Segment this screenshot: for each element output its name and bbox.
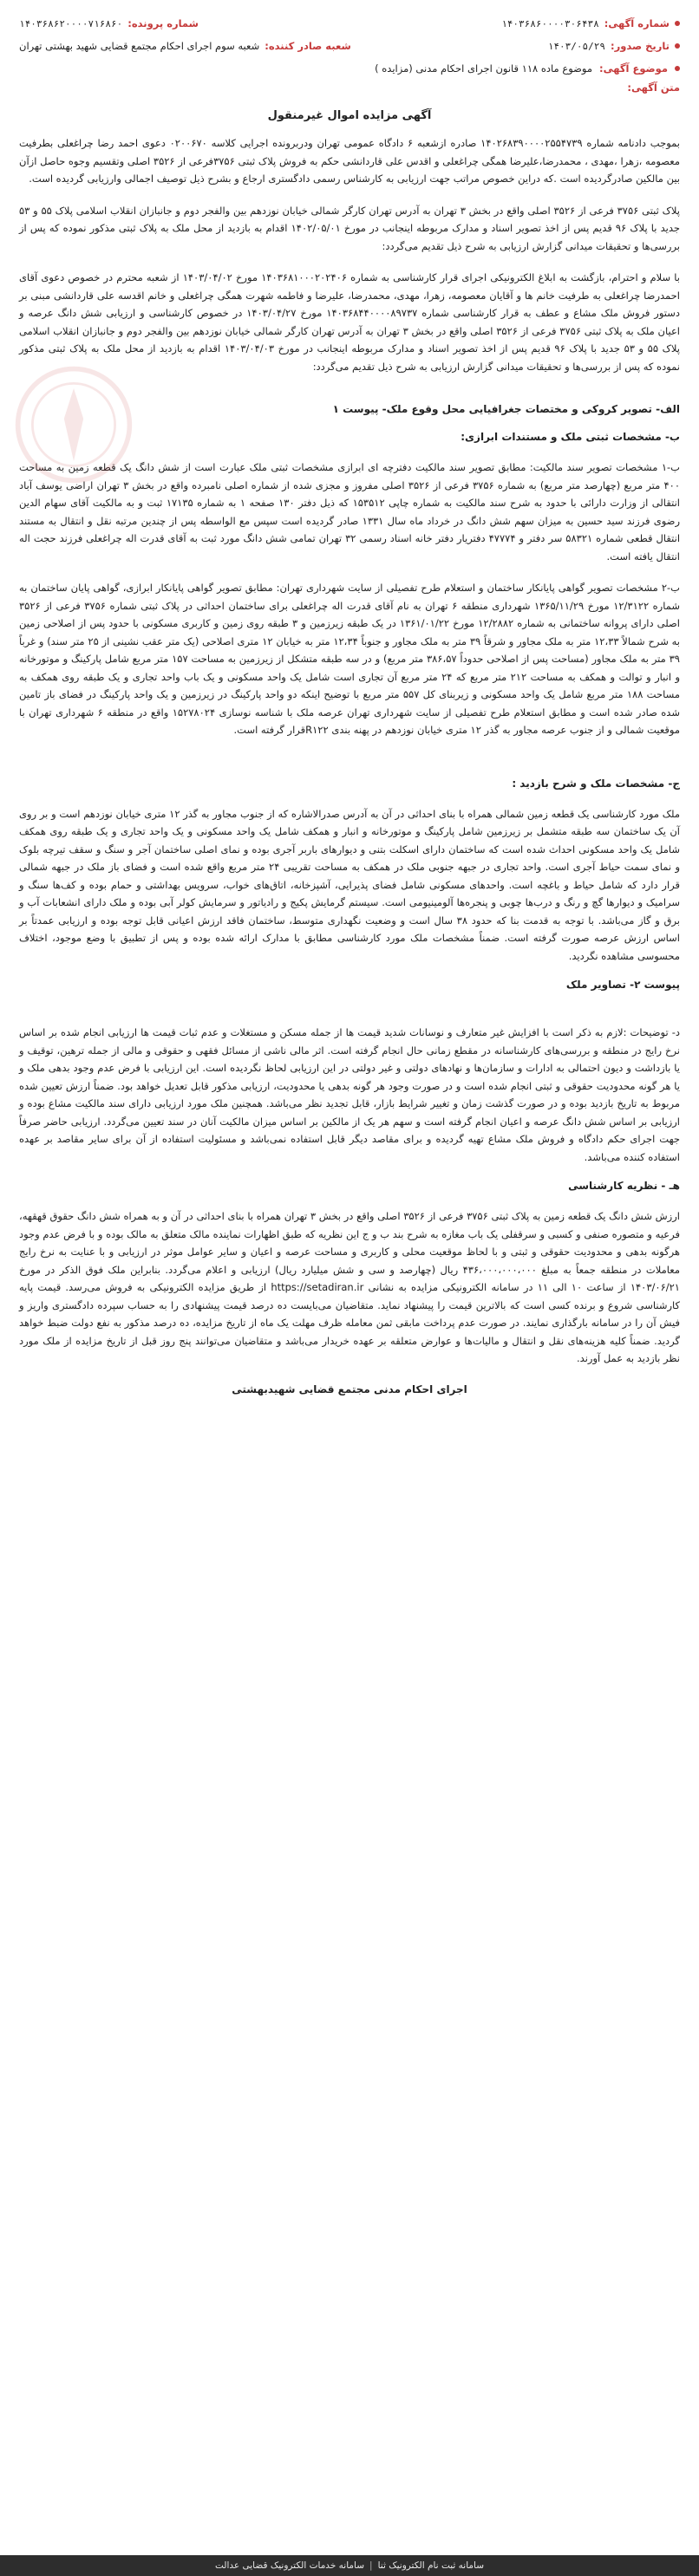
case-number-label: شماره پرونده: <box>127 17 199 29</box>
issue-date-field <box>548 40 680 52</box>
section-jim-title: ج- مشخصات ملک و شرح بازدید : <box>512 777 680 790</box>
footer-separator: | <box>369 2560 373 2571</box>
ad-text-label: متن آگهی: <box>627 81 680 94</box>
ad-header <box>0 0 699 101</box>
signature: اجرای احکام مدنی مجتمع قضایی شهیدبهشتی <box>232 1382 467 1395</box>
subject-value: موضوع ماده ۱۱۸ قانون اجرای احکام مدنی (مزایده ) <box>375 62 593 75</box>
ad-number-field <box>501 17 680 29</box>
issue-date-label: تاریخ صدور: <box>611 40 670 52</box>
ad-number-label: شماره آگهی: <box>604 17 670 29</box>
ad-number-value: ۱۴۰۳۶۸۶۰۰۰۰۳۰۶۴۳۸ <box>501 17 599 29</box>
issue-date-value: ۱۴۰۳/۰۵/۲۹ <box>547 40 605 52</box>
footer-link-adliran[interactable]: سامانه خدمات الکترونیک قضایی عدالت <box>214 2560 365 2571</box>
ad-body <box>0 109 699 1395</box>
bullet-icon <box>675 21 680 26</box>
issuing-branch-field <box>19 40 351 52</box>
case-number-value: ۱۴۰۳۶۸۶۲۰۰۰۰۷۱۶۸۶۰ <box>19 17 123 29</box>
section-be-title: ب- مشخصات ثبتی ملک و مستندات ابرازی: <box>461 431 680 443</box>
expert-opinion-paragraph: ارزش شش دانگ یک قطعه زمین به پلاک ثبتی ۳۷۵۶ فرعی از ۳۵۲۶ اصلی واقع در بخش ۳ تهران همراه با بنای احداثی در آن و به همراه شش دانگ حقوق قهقهه، فرعیه و متصوره صنفی و کسبی و سرقفلی یک باب مغازه به شرح بند ب و ج این نظریه که طبق اظهارات نماینده مالک متعلق به مالک بوده و با فرض عدم وجود هرگونه بدهی و محدودیت حقوقی و ثبتی و با لحاظ موقعیت محلی و کاربری و مساحت عرصه و اعیان و سایر عوامل موثر در ارزیابی و با عنایت به نرخ رایج معاملات در منطقه جمعاً به مبلغ ۴۳۶،۰۰۰،۰۰۰،۰۰۰ ریال (چهارصد و سی و شش میلیارد ریال) ارزیابی و اعلام می‌گردد. بنابراین ملک فوق الذکر در مورخ ۱۴۰۳/۰۶/۲۱ از ساعت ۱۰ الی ۱۱ در سامانه الکترونیکی مزایده به نشانی https://setadiran.ir از طریق مزایده الکترونیکی به فروش می‌رسد. قیمت پایه کارشناسی شروع و برنده کسی است که بالاترین قیمت را پیشنهاد نماید. متقاضیان می‌بایست ده درصد قیمت پیشنهادی را به حساب سپرده دادگستری واریز و فیش آن را در سامانه بارگذاری نمایند. در صورت عدم پرداخت مابقی ثمن معامله ظرف مهلت یک ماه از تاریخ مزایده، ده درصد مذکور به نفع دولت ضبط خواهد گردید. ضمناً کلیه هزینه‌های نقل و انتقال و مالیات‌ها و عوارض متعلقه بر عهده خریدار می‌باشد و متقاضیان می‌توانند پنج روز قبل از تاریخ مزایده از ملک مورد نظر بازدید به عمل آورند. <box>19 1210 680 1364</box>
attachment-2-title: پیوست ۲- تصاویر ملک <box>565 979 680 991</box>
issuing-branch-label: شعبه صادر کننده: <box>265 40 351 52</box>
deed-details-paragraph: ب-۱ مشخصات تصویر سند مالکیت: مطابق تصویر سند مالکیت دفترچه ای ابرازی مشخصات ثبتی ملک عبارت است از شش دانگ یک قطعه زمین به مساحت ۴۰۰ متر مربع (چهارصد متر مربع) به شماره ۳۷۵۶ فرعی از ۳۵۲۶ اصلی مفروز و مجزی شده از شماره اصلی نامبرده واقع در بخش ۳ تهران اراضی یوسف آباد انتقالی از وزارت دارائی با حدود به شرح سند مالکیت به شماره چاپی ۱۵۳۵۱۲ که ذیل دفتر ۱۳۰ صفحه ۱ به شماره ۱۷۱۳۵ ثبت و به مالکیت آقای سهام الدین رضوی فرزند سید حسین به میزان سهم شش دانگ در خرداد ماه سال ۱۳۳۱ صادر گردیده است سپس مع الواسطه پس از چندین مرتبه نقل و انتقال به مستند انتقال قطعی شماره ۵۸۳۲۱ سر دفتر و ۴۷۷۷۴ دفتریار دفتر خانه اسناد رسمی ۳۲ تهران تمامی شش دانگ مورد ثبت به آقای قدرت اله چراغعلی فرزند حجت اله انتقال یافته است. <box>19 461 681 563</box>
section-he-title: هـ - نظریه کارشناسی <box>568 1180 680 1192</box>
bullet-icon <box>675 43 680 49</box>
ad-title: آگهی مزایده اموال غیرمنقول <box>267 109 432 122</box>
footer-bar <box>0 2555 699 2576</box>
inspection-paragraph: ملک مورد کارشناسی یک قطعه زمین شمالی همراه با بنای احداثی در آن به آدرس صدرالاشاره که از جنوب مجاور به گذر ۱۲ متری خیابان نوزدهم است و بر روی آن یک ساختمان سه طبقه متشمل بر زیرزمین شامل پارکینگ و موتورخانه و انبار و همکف شامل یک واحد مسکونی و یک واحد تجاری و یک طبقه روی همکف شامل یک واحد مسکونی احداث شده است که ساختمان دارای اسکلت بتنی و دیوارهای باربر آجری بوده و نمای اصلی ساختمان آجر و سنگ و سقف تیرچه بلوک و نمای سمت حیاط آجری است. واحد تجاری در جبهه جنوبی ملک در همکف به مساحت تقریبی ۲۴ متر مربع واقع شده است و فضای باز ملک در جبهه شمالی قرار دارد که شامل حیاط و باغچه است. واحدهای مسکونی شامل فضای پذیرایی، آشپزخانه، اتاق‌های خواب، سرویس بهداشتی و حمام بوده و کف‌ها سنگ و سرامیک و دیوارها گچ و رنگ و درب‌ها چوبی و پنجره‌ها آلومینیومی است. سیستم گرمایش پکیج و رادیاتور و سرمایش کولر آبی بوده و ملک دارای انشعابات آب و برق و گاز می‌باشد. با توجه به قدمت بنا که حدود ۳۸ سال است و وضعیت نگهداری متوسط، ساختمان فاقد ارزش اعیانی قابل توجه بوده و ارزیابی عمدتاً بر اساس ارزش عرصه صورت گرفته است. ضمناً مشخصات ملک مورد کارشناسی مطابق با مدارک ارائه شده بوده و پس از تطبیق با وضع موجود، اختلاف محسوسی مشاهده نگردید. <box>19 807 681 962</box>
property-address-paragraph: پلاک ثبتی ۳۷۵۶ فرعی از ۳۵۲۶ اصلی واقع در بخش ۳ تهران به آدرس تهران کارگر شمالی خیابان نوزدهم بین والفجر دوم و جانبازان انقلاب اسلامی پلاک ۵۵ و ۵۳ جدید با پلاک ۹۶ قدیم پس از اخذ تصویر اسناد و مدارک مربوطه اینجانب در مورخ ۱۴۰۲/۰۵/۰۱ اقدام به بازدید از محل ملک به پلاک ثبتی مذکور نموده که پس از بررسی‌ها و تحقیقات میدانی گزارش ارزیابی به شرح ذیل تقدیم می‌گردد: <box>19 204 680 252</box>
footer-link-sana[interactable]: سامانه ثبت نام الکترونیک ثنا <box>377 2560 485 2571</box>
notes-paragraph: د- توضیحات :لازم به ذکر است با افزایش غیر متعارف و نوسانات شدید قیمت ها از جمله مسکن و مستغلات و عدم ثبات قیمت ها ارزیابی انجام شده بر اساس نرخ رایج در منطقه و بررسی‌های کارشناسانه در مقطع زمانی حال انجام گرفته است. اثر مالی ناشی از مسائل فقهی و حقوقی و مالی از جمله ترهین، توقیف و یا بازداشت و دیون احتمالی به ادارات و سازمان‌ها و نهادهای دولتی و غیر دولتی در این ارزیابی لحاظ نگردیده است. این ارزیابی با فرض عدم وجود بدهی ملک و یا هر گونه محدودیت حقوقی و ثبتی انجام شده است و در صورت وجود هر گونه بدهی یا محدودیت، ارزیابی مذکور قابل تعدیل خواهد بود. ضمناً ارزش تعیین شده مربوط به تاریخ بازدید بوده و در صورت گذشت زمان و تغییر شرایط بازار، قابل تجدید نظر می‌باشد. همچنین ملک مورد ارزیابی دارای سند مالکیت مشاع بوده و ارزیابی بر اساس شش دانگ عرصه و اعیان انجام گرفته است و سهم هر یک از مالکین بر اساس میزان مالکیت آنان در سند تعیین می‌گردد. ارزیابی حاضر صرفاً جهت اجرای حکم دادگاه و فروش ملک مشاع تهیه گردیده و برای مقاصد دیگر قابل استفاده نمی‌باشد و مسئولیت استفاده از آن برای سایر مقاصد بر عهده استفاده کننده می‌باشد. <box>19 1026 680 1163</box>
section-alef-title: الف- تصویر کروکی و مختصات جغرافیایی محل وقوع ملک- پیوست ۱ <box>332 403 680 415</box>
expert-report-paragraph: با سلام و احترام، بازگشت به ابلاغ الکترونیکی اجرای قرار کارشناسی به شماره ۱۴۰۳۶۸۱۰۰۰۲۰۲۴۰۶ مورخ ۱۴۰۳/۰۴/۰۲ از شعبه محترم در خصوص دعوی آقای احمدرضا چراغعلی به طرفیت خانم ها و آقایان معصومه، زهرا، مهدی، محمدرضا، علیرضا و فاطمه شهرت همگی چراغعلی و خانم اقدسه علی قاردانشی مبنی بر دستور فروش ملک مشاع و عطف به قرار کارشناسی شماره ۱۴۰۳۶۸۴۴۰۰۰۰۸۹۷۳۷ مورخ ۱۴۰۳/۰۴/۲۷ در خصوص کارشناسی و ارزیابی شش دانگ عرصه و اعیان ملک به پلاک ثبتی ۳۷۵۶ فرعی از ۳۵۲۶ اصلی واقع در بخش ۳ تهران به آدرس تهران کارگر شمالی خیابان نوزدهم بین والفجر دوم و جانبازان انقلاب اسلامی پلاک ۵۵ و ۵۳ جدید با پلاک ۹۶ قدیم پس از اخذ تصویر اسناد و مدارک مربوطه اینجانب در مورخ ۱۴۰۳/۰۴/۰۳ اقدام به بازدید از محل ملک به پلاک ثبتی مذکور نموده که پس از بررسی‌ها و تحقیقات میدانی گزارش ارزیابی به شرح ذیل تقدیم می‌گردد: <box>19 271 681 373</box>
subject-field <box>19 57 680 80</box>
case-number-field <box>19 17 199 29</box>
building-completion-paragraph: ب-۲ مشخصات تصویر گواهی پایانکار ساختمان و استعلام طرح تفصیلی از سایت شهرداری تهران: مطابق تصویر گواهی پایانکار ابرازی، گواهی پایان ساختمان به شماره ۱۲/۳۱۲۲ مورخ ۱۳۶۵/۱۱/۲۹ شهرداری منطقه ۶ تهران به نام آقای قدرت اله چراغعلی برای ساختمان احداثی در پلاک ثبتی شماره ۳۷۵۶ فرعی از ۳۵۲۶ اصلی دارای پروانه ساختمانی به شماره ۱۲/۲۸۸۲ مورخ ۱۳۶۱/۰۱/۲۲ در یک طبقه زیرزمین و ۳ طبقه روی زمین و کاربری مسکونی با حدود پس از اصلاحی زمین به شرح شمالاً ۱۲،۳۳ متر به ملک مجاور و شرقاً ۳۹ متر به ملک مجاور و جنوباً ۱۲،۳۴ متر به خیابان ۱۲ متری اصلاحی (یک متر عقب نشینی از ۲۵ متر سند) و غرباً ۳۹ متر به ملک مجاور (مساحت پس از اصلاحی حدوداً ۳۸۶،۵۷ متر مربع) و در سه طبقه متشکل از زیرزمین به مساحت ۱۵۷ متر مربع شامل پارکینگ و موتورخانه و انبار و توالت و همکف به مساحت ۲۱۲ متر مربع که ۲۴ متر مربع آن تجاری است شامل یک واحد مسکونی و یک باب واحد تجاری و یک طبقه روی همکف به مساحت ۱۸۸ متر مربع شامل یک واحد مسکونی و زیربنای کل ۵۵۷ متر مربع با توضیح اینکه دو واحد پارکینگ در زیرزمین و یک واحد پارکینگ در فضای باز تامین شده صادر شده است و مطابق استعلام طرح تفصیلی از سایت شهرداری تهران عرصه ملک با شناسه نوسازی ۱۵۲۷۸۰۲۴ واقع در منطقه ۶ شهرداری تهران با موقعیت شمالی و از جنوب عرصه مجاور به گذر ۱۲ متری خیابان نوزدهم در پهنه بندی R۱۲۲قرار گرفته است. <box>19 582 681 736</box>
header-row-1 <box>19 12 680 35</box>
issuing-branch-value: شعبه سوم اجرای احکام مجتمع قضایی شهید بهشتی تهران <box>19 40 260 52</box>
intro-paragraph: بموجب دادنامه شماره ۱۴۰۲۶۸۳۹۰۰۰۰۲۵۵۴۷۳۹ صادره ازشعبه ۶ دادگاه عمومی تهران ودربرونده اجرایی کلاسه ۰۲۰۰۶۷۰ دعوی احمد رضا چراغعلی بطرفیت معصومه ،زهرا ،مهدی ، محمدرضا،علیرضا همگی چراغعلی و اقدس علی قاردانشی حکم به فروش پلاک ثبتی ۳۷۵۶فرعی از ۳۵۲۶ اصلی وتقسیم وجوه حاصل ازآن بین مالکین صادرگردیده است .که دراین خصوص مراتب جهت ارزیابی به کارشناس رسمی دادگستری ارجاع و بشرح ذیل توصیف اجمالی وارزیابی گردیده است. <box>19 137 680 185</box>
header-row-2 <box>19 35 680 57</box>
subject-label: موضوع آگهی: <box>599 62 668 75</box>
bullet-icon <box>675 66 680 71</box>
